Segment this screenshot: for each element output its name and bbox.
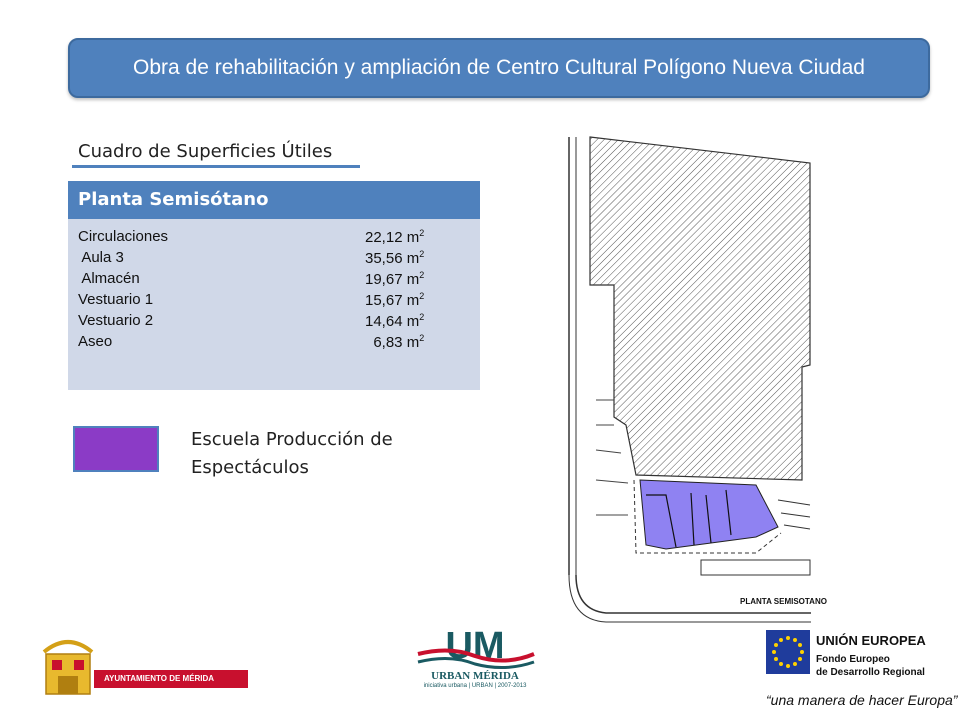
floor-plan-drawing (566, 135, 846, 623)
table-row (78, 270, 458, 291)
eu-flag-icon (766, 630, 810, 674)
merida-logo-text: AYUNTAMIENTO DE MÉRIDA (94, 670, 248, 688)
table-header: Planta Semisótano (68, 181, 480, 219)
row-value: 22,12 $m^2$ (365, 228, 425, 246)
legend-label: Escuela Producción de Espectáculos (191, 429, 393, 478)
row-value: 6,83 $m^2$ (365, 333, 425, 351)
urban-mark: UM (445, 625, 505, 667)
row-value: 19,67 $m^2$ (365, 270, 425, 288)
table-row (78, 333, 458, 354)
heading-underline (72, 165, 360, 168)
row-label: Almacén (78, 270, 140, 287)
urban-name: URBAN MÉRIDA (431, 670, 519, 682)
row-label: Aseo (78, 333, 113, 350)
row-value: 15,67 $m^2$ (365, 291, 425, 309)
row-label: Circulaciones (78, 228, 169, 245)
union-europea-logo (766, 630, 956, 716)
eu-fund: Fondo Europeo de Desarrollo Regional (816, 654, 925, 678)
urban-merida-logo (410, 624, 540, 696)
row-value: 35,56 $m^2$ (365, 249, 425, 267)
banner-title: Obra de rehabilitación y ampliación de Centro Cultural Polígono Nueva Ciudad (133, 56, 865, 79)
urban-mark-icon (410, 624, 540, 670)
eu-motto: “una manera de hacer Europa” (766, 692, 958, 708)
legend-swatch (73, 426, 159, 472)
table-row (78, 291, 458, 312)
row-value: 14,64 $m^2$ (365, 312, 425, 330)
merida-crest-icon (38, 630, 98, 696)
floor-plan (566, 135, 846, 623)
row-label: Vestuario 2 (78, 312, 154, 329)
ayuntamiento-merida-logo (38, 630, 248, 696)
table-row (78, 228, 458, 249)
surface-table (68, 219, 480, 390)
urban-tagline: iniciativa urbana | URBAN | 2007-2013 (423, 683, 527, 689)
section-heading: Cuadro de Superficies Útiles (78, 141, 333, 162)
row-label: Vestuario 1 (78, 291, 154, 308)
row-label: Aula 3 (78, 249, 124, 266)
table-row (78, 249, 458, 270)
title-banner (68, 38, 930, 98)
eu-title: UNIÓN EUROPEA (816, 633, 926, 648)
table-row (78, 312, 458, 333)
plan-caption: PLANTA SEMISOTANO (740, 597, 827, 606)
